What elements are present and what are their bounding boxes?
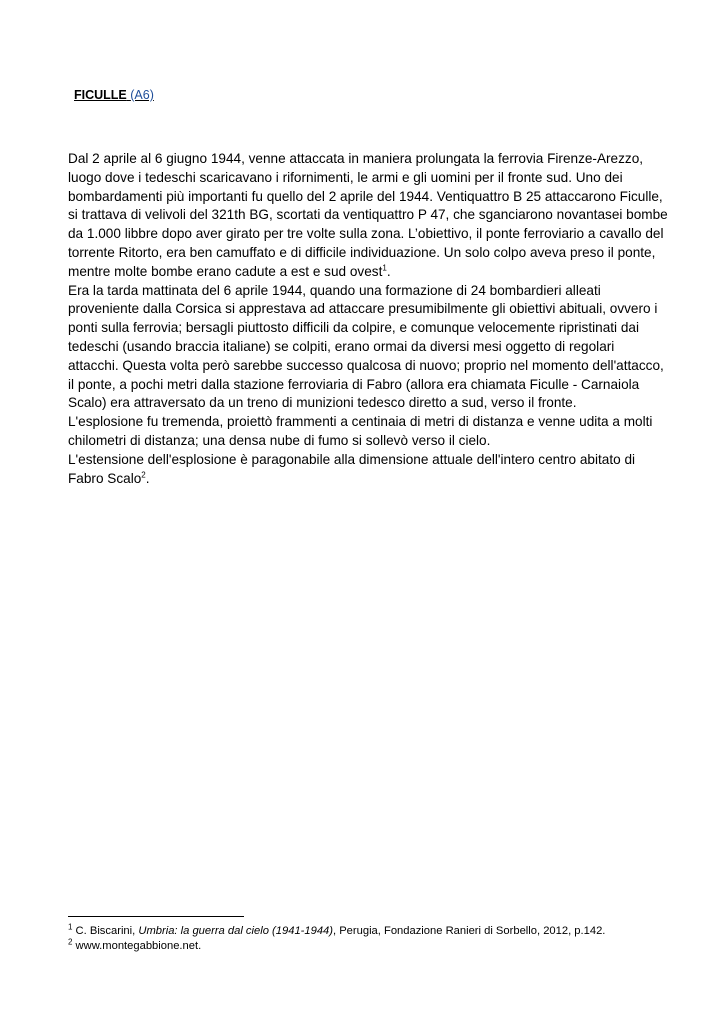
paragraph-4 bbox=[68, 451, 668, 489]
title-name: FICULLE bbox=[74, 88, 127, 102]
paragraph-4-text: L'estensione dell'esplosione è paragonabile alla dimensione attuale dell'intero centro abitato di Fabro Scalo bbox=[68, 451, 636, 486]
title-code-link[interactable]: (A6) bbox=[130, 88, 154, 102]
paragraph-3: L'esplosione fu tremenda, proiettò frammenti a centinaia di metri di distanza e venne udita a molti chilometri di distanza; una densa nube di fumo si sollevò verso il cielo. bbox=[68, 414, 653, 448]
footnote-separator bbox=[68, 916, 244, 917]
footnote-ref-1[interactable]: 1 bbox=[382, 263, 387, 273]
footnote-ref-2[interactable]: 2 bbox=[141, 470, 146, 480]
page-title bbox=[74, 88, 154, 102]
footnote-2-source[interactable]: www.montegabbione.net. bbox=[72, 940, 202, 952]
footnote-2-number: 2 bbox=[68, 937, 73, 947]
footnotes bbox=[68, 924, 668, 954]
footnote-1-author: C. Biscarini, bbox=[72, 925, 139, 937]
paragraph-2: Era la tarda mattinata del 6 aprile 1944, quando una formazione di 24 bombardieri alleati proveniente dalla Corsica si apprestava ad attaccare presumibilmente gli obiettivi abituali, ovvero i ponti sulla ferrovia; bersagli piuttosto difficili da colpire, e comunque velocemente ripristinati dai tedeschi (usando braccia italiane) se colpiti, erano ormai da diversi mesi oggetto di regolari attacchi. Questa volta però sarebbe successo qualcosa di nuovo; proprio nel momento dell'attacco, il ponte, a pochi metri dalla stazione ferroviaria di Fabro (allora era chiamata Ficulle - Carnaiola Scalo) era attraversato da un treno di munizioni tedesco diretto a sud, verso il fronte. bbox=[68, 282, 664, 411]
footnote-1-book-title: Umbria: la guerra dal cielo (1941-1944) bbox=[138, 925, 333, 937]
paragraph-1-end: . bbox=[386, 263, 391, 279]
footnote-1 bbox=[68, 924, 668, 939]
footnote-2 bbox=[68, 939, 668, 954]
paragraph-4-end: . bbox=[145, 470, 150, 486]
paragraph-1-text: Dal 2 aprile al 6 giugno 1944, venne attaccata in maniera prolungata la ferrovia Firenze-Arezzo, luogo dove i tedeschi scaricavano i rifornimenti, le armi e gli uomini per il fronte sud. Uno dei bombardamenti più importanti fu quello del 2 aprile del 1944. Ventiquattro B 25 attaccarono Ficulle, si trattava di velivoli del 321th BG, scortati da ventiquattro P 47, che sganciarono novantasei bombe da 1.000 libbre dopo aver girato per tre volte sulla zona. L’obiettivo, il ponte ferroviario a cavallo del torrente Ritorto, era ben camuffato e di difficile individuazione. Un solo colpo aveva preso il ponte, mentre molte bombe erano cadute a est e sud ovest bbox=[68, 151, 668, 279]
footnote-1-publication: , Perugia, Fondazione Ranieri di Sorbello, 2012, p.142. bbox=[333, 925, 606, 937]
footnote-1-number: 1 bbox=[68, 922, 73, 932]
main-text bbox=[68, 150, 668, 488]
paragraph-1 bbox=[68, 150, 668, 282]
